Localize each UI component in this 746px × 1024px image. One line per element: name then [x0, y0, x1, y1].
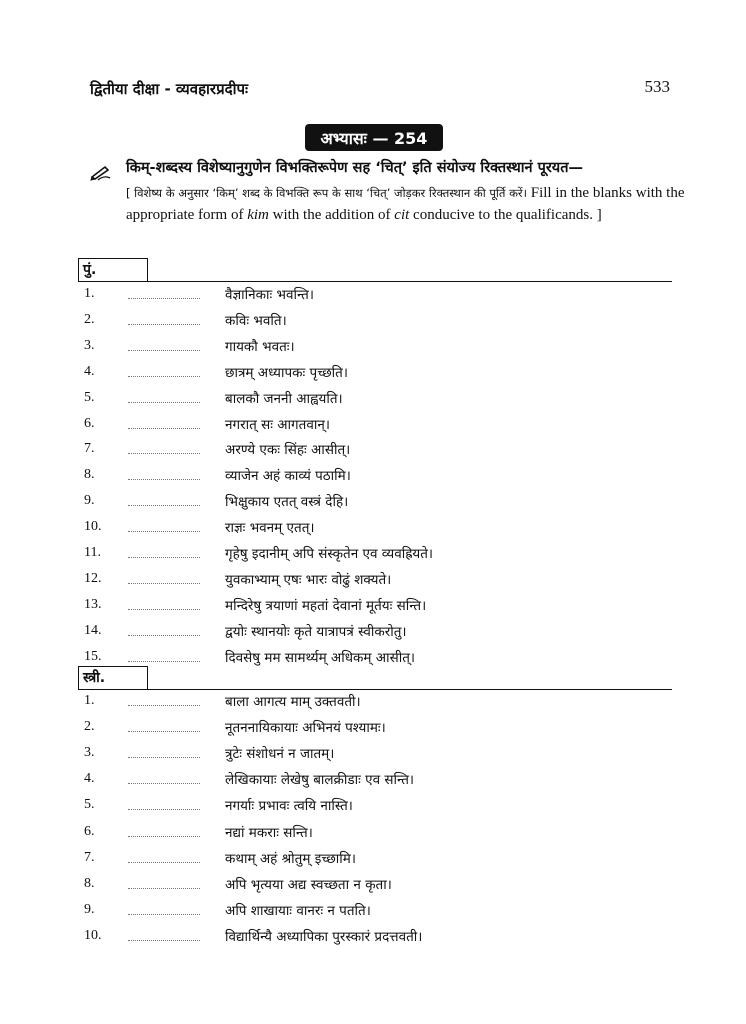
fill-blank[interactable] [128, 505, 200, 506]
item-number: 13. [84, 596, 102, 612]
exercise-row [84, 649, 684, 673]
item-sentence: गृहेषु इदानीम् अपि संस्कृतेन एव व्यवह्रियते। [225, 546, 434, 562]
fill-blank[interactable] [128, 402, 200, 403]
item-sentence: लेखिकायाः लेखेषु बालक्रीडाः एव सन्ति। [225, 772, 415, 789]
exercise-row [84, 876, 684, 900]
item-number: 11. [84, 545, 101, 560]
item-number: 4. [84, 363, 95, 379]
item-sentence: व्याजेन अहं काव्यं पठामि। [225, 468, 351, 485]
item-number: 3. [84, 337, 95, 353]
fill-blank[interactable] [128, 350, 200, 351]
section-divider [78, 689, 672, 690]
fill-blank[interactable] [128, 731, 200, 732]
item-sentence: नूतननायिकायाः अभिनयं पश्यामः। [225, 720, 386, 737]
exercise-row [84, 338, 684, 362]
exercise-row [84, 623, 684, 647]
item-number: 8. [84, 875, 95, 891]
item-number: 3. [84, 745, 95, 761]
item-sentence: द्वयोः स्थानयोः कृते यात्रापत्रं स्वीकरोतु। [225, 623, 407, 640]
item-number: 7. [84, 441, 95, 457]
exercise-row [84, 390, 684, 414]
item-sentence: राज्ञः भवनम् एतत्। [225, 520, 315, 537]
item-sentence: गायकौ भवतः। [225, 338, 295, 355]
fill-blank[interactable] [128, 783, 200, 784]
exercise-row [84, 545, 684, 569]
item-sentence: अपि भृत्यया अद्य स्वच्छता न कृता। [225, 876, 392, 893]
fill-blank[interactable] [128, 862, 200, 863]
english-part-3: conducive to the qualificands. ] [409, 207, 602, 223]
item-number: 4. [84, 771, 95, 787]
item-sentence: अपि शाखायाः वानरः न पतति। [225, 902, 371, 919]
item-number: 10. [84, 927, 102, 943]
item-number: 9. [84, 493, 95, 509]
item-sentence: अरण्ये एकः सिंहः आसीत्। [225, 442, 351, 459]
fill-blank[interactable] [128, 888, 200, 889]
page-number: 533 [644, 77, 670, 96]
exercise-row [84, 571, 684, 595]
exercise-row [84, 364, 684, 388]
item-sentence: विद्यार्थिन्यै अध्यापिका पुरस्कारं प्रदत्तवती। [225, 928, 423, 945]
item-number: 6. [84, 823, 95, 839]
item-sentence: भिक्षुकाय एतत् वस्त्रं देहि। [225, 494, 349, 511]
item-number: 10. [84, 519, 102, 535]
section-heading-masculine: पुं. [78, 258, 148, 282]
exercise-row [84, 519, 684, 543]
item-sentence: नद्यां मकराः सन्ति। [225, 824, 313, 841]
section-heading-feminine: स्त्री. [78, 666, 148, 690]
item-number: 9. [84, 901, 95, 917]
exercise-row [84, 693, 684, 717]
item-sentence: वैज्ञानिकाः भवन्ति। [225, 287, 314, 303]
english-cit: cit [394, 207, 410, 223]
english-part-2: with the addition of [268, 207, 395, 223]
fill-blank[interactable] [128, 298, 200, 299]
exercise-row [84, 850, 684, 874]
item-number: 8. [84, 467, 95, 483]
exercise-row [84, 745, 684, 769]
exercise-row [84, 441, 684, 465]
hindi-note: [ विशेष्य के अनुसार ‘किम्’ शब्द के विभक्ति रूप के साथ ‘चित्’ जोड़कर रिक्तस्थान की पूर्ति करें। [126, 186, 527, 200]
fill-blank[interactable] [128, 940, 200, 941]
item-sentence: कथाम् अहं श्रोतुम् इच्छामि। [225, 850, 356, 867]
pencil-icon [90, 163, 112, 181]
item-sentence: नगरात् सः आगतवान्। [225, 416, 330, 433]
item-sentence: दिवसेषु मम सामर्थ्यम् अधिकम् आसीत्। [225, 649, 416, 666]
item-number: 1. [84, 693, 95, 708]
fill-blank[interactable] [128, 609, 200, 610]
fill-blank[interactable] [128, 809, 200, 810]
item-sentence: बाला आगत्य माम् उक्तवती। [225, 694, 361, 710]
exercise-row [84, 416, 684, 440]
item-number: 5. [84, 389, 95, 405]
exercise-row [84, 286, 684, 310]
exercise-row [84, 902, 684, 926]
item-sentence: बालकौ जननी आह्वयति। [225, 390, 343, 407]
fill-blank[interactable] [128, 661, 200, 662]
exercise-row [84, 824, 684, 848]
item-number: 6. [84, 415, 95, 431]
fill-blank[interactable] [128, 583, 200, 584]
exercise-row [84, 597, 684, 621]
fill-blank[interactable] [128, 453, 200, 454]
fill-blank[interactable] [128, 479, 200, 480]
fill-blank[interactable] [128, 757, 200, 758]
exercise-row [84, 797, 684, 821]
item-number: 12. [84, 570, 102, 586]
fill-blank[interactable] [128, 428, 200, 429]
item-sentence: मन्दिरेषु त्रयाणां महतां देवानां मूर्तयः सन्ति। [225, 597, 427, 614]
exercise-row [84, 493, 684, 517]
item-sentence: कविः भवति। [225, 312, 287, 329]
fill-blank[interactable] [128, 324, 200, 325]
fill-blank[interactable] [128, 705, 200, 706]
exercise-label: अभ्यासः — 254 [305, 124, 443, 151]
item-number: 2. [84, 311, 95, 327]
fill-blank[interactable] [128, 531, 200, 532]
item-number: 1. [84, 286, 95, 301]
fill-blank[interactable] [128, 635, 200, 636]
exercise-row [84, 928, 684, 952]
running-title: द्वितीया दीक्षा - व्यवहारप्रदीपः [90, 80, 249, 98]
item-sentence: नगर्याः प्रभावः त्वयि नास्ति। [225, 798, 353, 815]
fill-blank[interactable] [128, 376, 200, 377]
english-part-1: Fill in the blanks with the appropriate form of [126, 185, 685, 223]
item-number: 2. [84, 719, 95, 735]
item-number: 14. [84, 622, 102, 638]
item-number: 5. [84, 797, 95, 813]
item-number: 15. [84, 648, 102, 664]
fill-blank[interactable] [128, 557, 200, 558]
exercise-instruction: किम्-शब्दस्य विशेष्यानुगुणेन विभक्तिरूपेण सह ‘चित्’ इति संयोज्य रिक्तस्थानं पूरयत— [126, 160, 583, 176]
exercise-row [84, 719, 684, 743]
fill-blank[interactable] [128, 914, 200, 915]
exercise-row [84, 312, 684, 336]
item-number: 7. [84, 849, 95, 865]
exercise-row [84, 467, 684, 491]
exercise-row [84, 771, 684, 795]
item-sentence: छात्रम् अध्यापकः पृच्छति। [225, 364, 348, 381]
item-sentence: युवकाभ्याम् एषः भारः वोढुं शक्यते। [225, 571, 392, 588]
section-divider [78, 281, 672, 282]
item-sentence: त्रुटेः संशोधनं न जातम्। [225, 746, 335, 763]
fill-blank[interactable] [128, 836, 200, 837]
english-kim: kim [247, 207, 269, 223]
exercise-translation [126, 182, 686, 226]
